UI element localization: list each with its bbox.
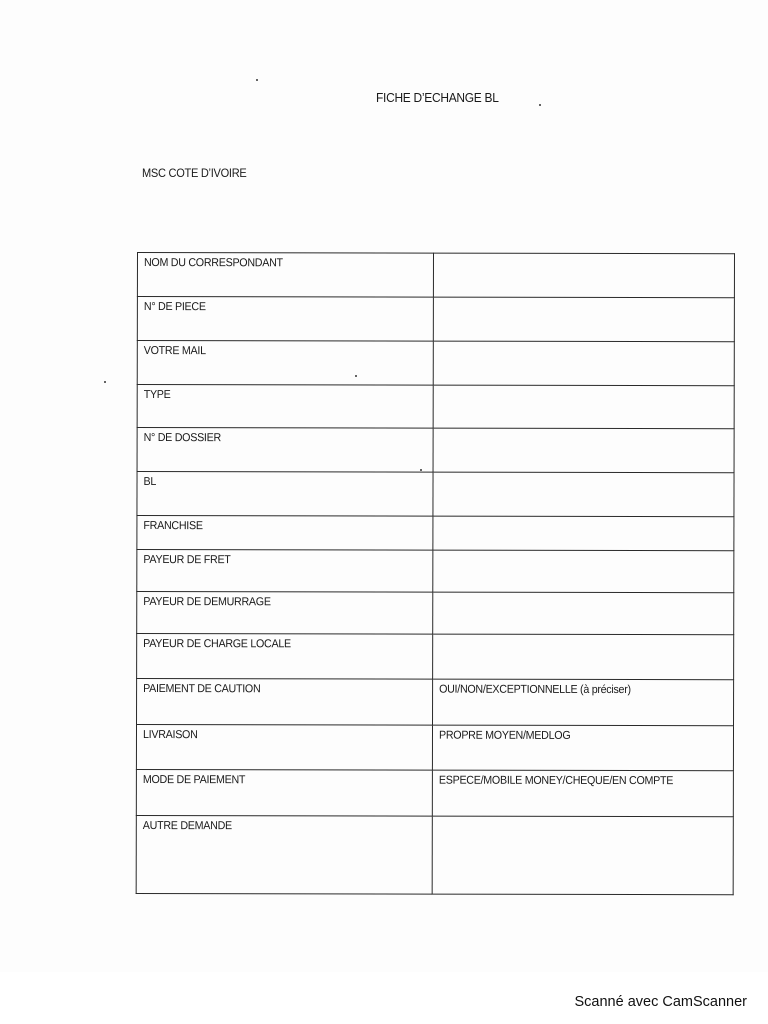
scan-speck [104, 381, 106, 383]
form-value [433, 385, 734, 429]
form-value [433, 592, 734, 635]
form-label: BL [137, 472, 433, 517]
scan-speck [256, 79, 258, 81]
form-row-type [137, 385, 734, 429]
company-name: MSC COTE D’IVOIRE [142, 166, 247, 180]
form-value [433, 472, 734, 517]
form-row-demurrage-payer [137, 592, 734, 635]
form-label: TYPE [137, 385, 433, 429]
scanner-watermark: Scanné avec CamScanner [574, 994, 747, 1010]
form-row-local-charge-payer [137, 634, 734, 680]
form-label: NOM DU CORRESPONDANT [137, 253, 433, 298]
form-value [433, 634, 734, 680]
form-row-payment-mode [136, 769, 733, 816]
scan-speck [355, 375, 357, 377]
form-label: N° DE DOSSIER [137, 428, 433, 473]
form-label: VOTRE MAIL [137, 341, 433, 386]
scan-speck [539, 104, 541, 106]
document-title: FICHE D’ECHANGE BL [376, 90, 499, 105]
form-label: MODE DE PAIEMENT [136, 769, 432, 816]
form-row-deposit-payment [137, 679, 734, 726]
form-value: OUI/NON/EXCEPTIONNELLE (à préciser) [433, 679, 734, 726]
form-row-bl [137, 472, 734, 517]
form-label: PAYEUR DE CHARGE LOCALE [137, 634, 433, 680]
form-value: PROPRE MOYEN/MEDLOG [432, 725, 733, 771]
form-label: N° DE PIECE [137, 297, 433, 342]
form-row-correspondent [137, 253, 734, 298]
form-row-franchise [137, 516, 734, 551]
form-value [433, 428, 734, 473]
form-row-file-number [137, 428, 734, 473]
form-label: PAYEUR DE DEMURRAGE [137, 592, 433, 635]
form-value: ESPECE/MOBILE MONEY/CHEQUE/EN COMPTE [432, 770, 733, 817]
form-value [433, 341, 734, 386]
form-row-other-request [136, 815, 733, 894]
form-value [433, 297, 734, 342]
form-value [432, 816, 733, 895]
form-row-freight-payer [137, 550, 734, 593]
form-value [433, 550, 734, 593]
form-value [433, 516, 734, 551]
form-label: AUTRE DEMANDE [136, 815, 432, 894]
form-row-delivery [136, 725, 733, 771]
form-row-email [137, 341, 734, 386]
form-label: PAIEMENT DE CAUTION [137, 679, 433, 726]
form-row-piece-number [137, 297, 734, 342]
form-label: LIVRAISON [136, 725, 432, 771]
scan-speck [420, 469, 422, 471]
form-value [433, 253, 734, 298]
form-label: PAYEUR DE FRET [137, 550, 433, 593]
form-label: FRANCHISE [137, 516, 433, 551]
exchange-form-table [136, 252, 735, 895]
